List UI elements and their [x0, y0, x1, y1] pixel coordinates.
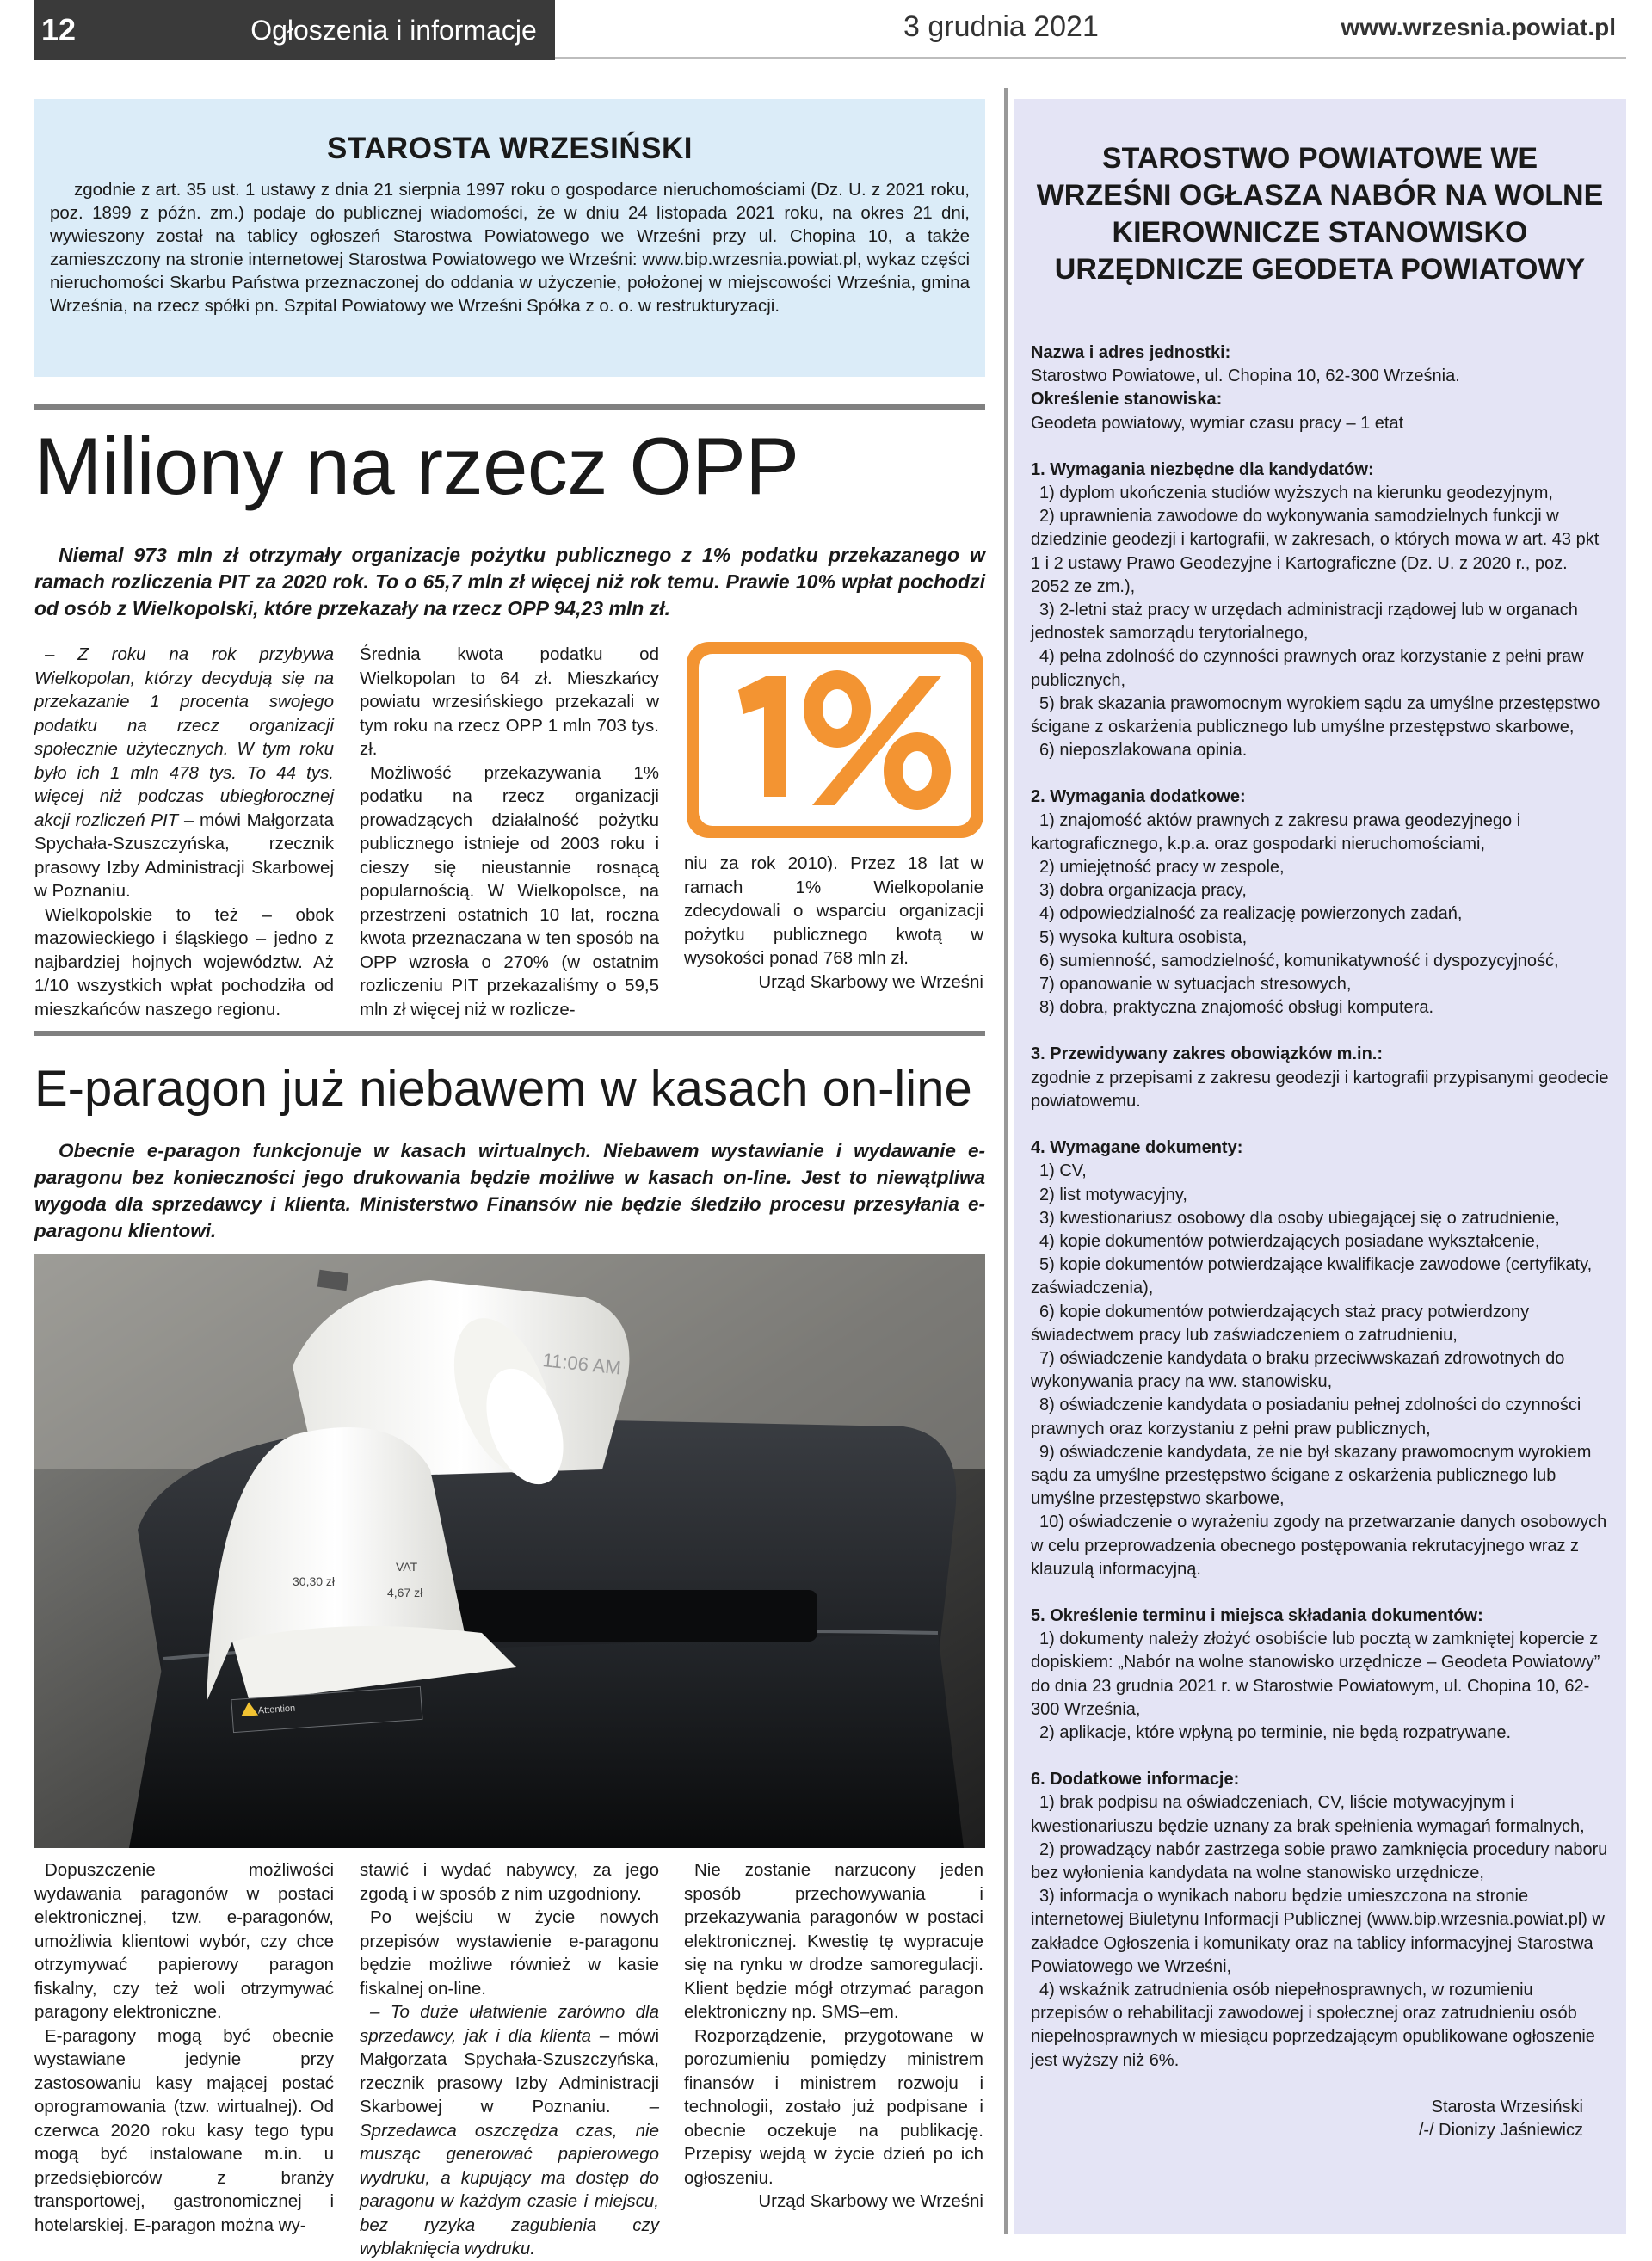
receipt-amount-1: 30,30 zł	[293, 1574, 336, 1588]
receipt-warning-label: Attention	[257, 1703, 296, 1716]
ad-list-item: 7) opanowanie w sytuacjach stresowych,	[1039, 975, 1352, 995]
job-advertisement	[1014, 99, 1626, 2234]
ad-list-item: 3) dobra organizacja pracy,	[1039, 881, 1247, 901]
ad-list-item: 6) sumienność, samodzielność, komunikatywność i dyspozycyjność,	[1039, 951, 1559, 970]
article2-headline: E-paragon już niebawem w kasach on-line	[34, 1061, 972, 1117]
notice-text: zgodnie z art. 35 ust. 1 ustawy z dnia 21 sierpnia 1997 roku o gospodarce nieruchomościami (Dz. U. z 2021 roku, poz. 1899 z późn. zm.) podaje do publicznej wiadomości, że w dniu 24 listopada 2021 roku, na okres 21 dni, wywieszony został na tablicy ogłoszeń Starostwa Powiatowego we Wrześni przy ul. Chopina 10, a także zamieszczony na stronie internetowej Starostwa Powiatowego we Wrześni: www.bip.wrzesnia.powiat.pl, wykaz części nieruchomości Skarbu Państwa przeznaczonej do oddania w użyczenie, położonej w miejscowości Września, gmina Września, na rzecz spółki pn. Szpital Powiatowy we Wrześni Spółka z o. o. w restrukturyzacji.	[50, 180, 970, 316]
ad-list-item: 1) dokumenty należy złożyć osobiście lub pocztą w zamkniętej kopercie z dopiskiem: „Nabór na wolne stanowisko urzędnicze – Geodeta Powiatowy” do dnia 23 grudnia 2021 r. w Starostwie Powiatowym, ul. Chopina 10, 62-300 Września,	[1031, 1630, 1600, 1719]
ad-list-item: 3) informacja o wynikach naboru będzie umieszczona na stronie internetowej Biuletynu Informacji Publicznej (www.bip.wrzesnia.powiat.pl) w zakładce Ogłoszenia i komunikaty oraz na tablicy informacyjnej Starostwa Powiatowego we Wrześni,	[1031, 1887, 1605, 1976]
ad-section-title: 6. Dodatkowe informacje:	[1031, 1770, 1240, 1790]
ad-list-item: 8) dobra, praktyczna znajomość obsługi komputera.	[1039, 998, 1434, 1018]
article2-signature: Urząd Skarbowy we Wrześni	[758, 2191, 983, 2211]
ad-unit-value: Starostwo Powiatowe, ul. Chopina 10, 62-300 Września.	[1031, 367, 1460, 386]
ad-section-title: 3. Przewidywany zakres obowiązków m.in.:	[1031, 1044, 1384, 1064]
ad-section-text: zgodnie z przepisami z zakresu geodezji i kartografii przypisanymi geodecie powiatowemu.	[1031, 1068, 1609, 1111]
ad-list-item: 1) brak podpisu na oświadczeniach, CV, liście motywacyjnym i kwestionariuszu będzie uznany za brak spełnienia wymagań formalnych,	[1031, 1793, 1585, 1836]
article1-paragraph: niu za rok 2010). Przez 18 lat w ramach 1% Wielkopolanie zdecydowali o wsparciu organizacji pożytku publicznego kwotą w wysokości ponad 768 mln zł.	[684, 853, 983, 968]
ad-list-item: 6) kopie dokumentów potwierdzających staż pracy potwierdzony świadectwem pracy lub zaświadczeniem o zatrudnieniu,	[1031, 1302, 1530, 1345]
article1-signature: Urząd Skarbowy we Wrześni	[758, 971, 983, 992]
ad-title: STAROSTWO POWIATOWE WE WRZEŚNI OGŁASZA NABÓR NA WOLNE KIEROWNICZE STANOWISKO URZĘDNICZE GEODETA POWIATOWY	[1036, 142, 1604, 286]
article1-quote-attribution: mówi Małgorzata Spychała-Szuszczyńska, rzecznik prasowy Izby Administracji Skarbowej w Poznaniu.	[34, 810, 335, 901]
ad-section-title: 1. Wymagania niezbędne dla kandydatów:	[1031, 459, 1374, 479]
article2-paragraph: stawić i wydać nabywcy, za jego zgodą i w sposób z nim uzgodniony.	[360, 1860, 659, 1904]
ad-position-value: Geodeta powiatowy, wymiar czasu pracy – 1 etat	[1031, 413, 1404, 433]
notice-title: STAROSTA WRZESIŃSKI	[327, 132, 693, 165]
ad-list-item: 6) nieposzlakowana opinia.	[1039, 741, 1248, 761]
ad-list-item: 2) prowadzący nabór zastrzega sobie prawo zamknięcia procedury naboru bez wyłonienia kandydata na wolne stanowisko urzędnicze,	[1031, 1839, 1608, 1882]
ad-list-item: 1) znajomość aktów prawnych z zakresu prawa geodezyjnego i kartograficznego, k.p.a. oraz gospodarki nieruchomościami,	[1031, 810, 1521, 853]
ad-unit-label: Nazwa i adres jednostki:	[1031, 343, 1231, 362]
starosta-notice	[34, 99, 985, 377]
ad-list-item: 4) wskaźnik zatrudnienia osób niepełnosprawnych, w rozumieniu przepisów o rehabilitacji zawodowej i społecznej oraz zatrudnieniu osób niepełnosprawnych w miesiącu poprzedzającym opublikowane ogłoszenie jest wyższy niż 6%.	[1031, 1981, 1595, 2070]
ad-section-title: 2. Wymagania dodatkowe:	[1031, 787, 1246, 807]
ad-list-item: 1) dyplom ukończenia studiów wyższych na kierunku geodezyjnym,	[1039, 484, 1553, 503]
article2-quote: – To duże ułatwienie zarówno dla sprzedawcy, jak i dla klienta –	[360, 2002, 659, 2046]
receipt-amount-2: 4,67 zł	[387, 1586, 423, 1599]
ad-position-label: Określenie stanowiska:	[1031, 390, 1223, 410]
section-title: Ogłoszenia i informacje	[232, 0, 555, 60]
ad-list-item: 5) kopie dokumentów potwierdzające kwalifikacje zawodowe (certyfikaty, zaświadczenia),	[1031, 1255, 1593, 1298]
article1-paragraph: Możliwość przekazywania 1% podatku na rzecz organizacji prowadzących działalność pożytku publicznego istnieje od 2003 roku i cieszy się nieustannie rosnącą popularnością. W Wielkopolsce, na przestrzeni ostatnich 10 lat, roczna kwota przeznaczana w ten sposób na OPP wzrosła o 270% (w ostatnim rozliczeniu PIT przekazaliśmy o 59,5 mln zł więcej niż w rozlicze-	[360, 762, 659, 1020]
article2-paragraph: Rozporządzenie, przygotowane w porozumieniu pomiędzy ministrem finansów i ministrem rozwoju i technologii, zostało już podpisane i obecnie oczekuje na publikację. Przepisy wejdą w życie dzień po ich ogłoszeniu.	[684, 2025, 983, 2188]
article2-col2	[360, 1858, 659, 2261]
receipt-printer-photo	[34, 1254, 985, 1848]
issue-date: 3 grudnia 2021	[903, 10, 1099, 43]
ad-list-item: 2) uprawnienia zawodowe do wykonywania samodzielnych funkcji w dziedzinie geodezji i kartografii, w zakresach, o których mowa w art. 43 pkt 1 i 2 ustawy Prawo Geodezyjne i Kartograficzne (Dz. U. z 2020 r., poz. 2052 ze zm.),	[1031, 507, 1600, 596]
ad-list-item: 2) aplikacje, które wpłyną po terminie, nie będą rozpatrywane.	[1039, 1722, 1512, 1742]
ad-list-item: 4) kopie dokumentów potwierdzających posiadane wykształcenie,	[1039, 1231, 1540, 1251]
article1-headline: Miliony na rzecz OPP	[34, 421, 799, 511]
ad-signature-title: Starosta Wrzesiński	[1431, 2097, 1583, 2116]
ad-list-item: 5) wysoka kultura osobista,	[1039, 927, 1248, 947]
article2-quote-continued: – Sprzedawca oszczędza czas, nie musząc generować papierowego wydruku, a kupujący ma dostęp do paragonu w każdym czasie i miejscu, bez ryzyka zagubienia czy wyblaknięcia wydruku.	[360, 2097, 659, 2258]
article2-paragraph: E-paragony mogą być obecnie wystawiane jedynie przy zastosowaniu kasy mającej postać oprogramowania (tzw. wirtualnej). Od czerwca 2020 roku kasy tego typu mogą być instalowane m.in. u przedsiębiorców z branży transportowej, gastronomicznej i hotelarskiej. E-paragon można wy-	[34, 2025, 334, 2235]
article2-paragraph: Nie zostanie narzucony jeden sposób przechowywania i przekazywania paragonów w postaci elektronicznej. Kwestię tę wypracuje się na rynku w drodze samoregulacji. Klient będzie mógł otrzymać paragon elektroniczny np. SMS–em.	[684, 1860, 983, 2022]
ad-list-item: 4) odpowiedzialność za realizację powierzonych zadań,	[1039, 904, 1463, 924]
ad-list-item: 1) CV,	[1039, 1161, 1087, 1181]
ad-list-item: 3) 2-letni staż pracy w urzędach administracji rządowej lub w organach jednostek samorządu terytorialnego,	[1031, 601, 1578, 644]
ad-list-item: 4) pełna zdolność do czynności prawnych oraz korzystanie z pełni praw publicznych,	[1031, 647, 1584, 690]
page-header	[34, 0, 1626, 60]
ad-list-item: 7) oświadczenie kandydata o braku przeciwwskazań zdrowotnych do wykonywania pracy na ww. stanowisku,	[1031, 1348, 1565, 1392]
article1-col1	[34, 643, 334, 1021]
section-rule	[34, 404, 985, 410]
section-rule	[34, 1031, 985, 1036]
article2-lead: Obecnie e-paragon funkcjonuje w kasach wirtualnych. Niebawem wystawianie i wydawanie e-paragonu bez konieczności jego drukowania będzie możliwe w kasach on-line. Jest to niewątpliwa wygoda dla sprzedawcy i klienta. Ministerstwo Finansów nie będzie śledziło procesu przesyłania e-paragonu klientowi.	[34, 1140, 985, 1241]
article1-col3	[684, 852, 983, 994]
receipt-time: 11:06 AM	[541, 1349, 622, 1379]
article2-quote-attribution: mówi Małgorzata Spychała-Szuszczyńska, rzecznik prasowy Izby Administracji Skarbowej w Poznaniu.	[360, 2025, 659, 2116]
ad-list-item: 8) oświadczenie kandydata o posiadaniu pełnej zdolności do czynności prawnych oraz korzystaniu z pełni praw publicznych,	[1031, 1395, 1581, 1439]
one-percent-logo	[687, 642, 983, 838]
ad-section-title: 5. Określenie terminu i miejsca składania dokumentów:	[1031, 1605, 1483, 1625]
article2-paragraph: Dopuszczenie możliwości wydawania paragonów w postaci elektronicznej, tzw. e-paragonów, umożliwia klientowi wybór, czy chce otrzymywać papierowy paragon fiskalny, czy też woli otrzymywać paragony elektroniczne.	[34, 1860, 334, 2022]
page-number: 12	[34, 0, 232, 60]
receipt-vat: VAT	[396, 1560, 418, 1574]
article1-paragraph: Wielkopolskie to też – obok mazowieckiego i śląskiego – jedno z najbardziej hojnych województw. Aż 1/10 wszystkich wpłat pochodziła od mieszkańców naszego regionu.	[34, 904, 334, 1020]
receipt-printer-image	[34, 1254, 985, 1848]
site-url: www.wrzesnia.powiat.pl	[1341, 14, 1616, 40]
one-percent-icon	[687, 642, 983, 838]
article2-col3	[684, 1858, 983, 2214]
column-divider	[1004, 88, 1008, 2234]
ad-list-item: 9) oświadczenie kandydata, że nie był skazany prawomocnym wyrokiem sądu za umyślne przestępstwo ścigane z oskarżenia publicznego lub umyślne przestępstwo skarbowe,	[1031, 1442, 1592, 1509]
ad-list-item: 2) list motywacyjny,	[1039, 1185, 1187, 1204]
ad-list-item: 3) kwestionariusz osobowy dla osoby ubiegającej się o zatrudnienie,	[1039, 1208, 1560, 1228]
article2-col1	[34, 1858, 334, 2237]
ad-signature-name: /-/ Dionizy Jaśniewicz	[1418, 2121, 1583, 2141]
article1-lead: Niemal 973 mln zł otrzymały organizacje pożytku publicznego z 1% podatku przekazanego w ramach rozliczenia PIT za 2020 rok. To o 65,7 mln zł więcej niż rok temu. Prawie 10% wpłat pochodzi od osób z Wielkopolski, które przekazały na rzecz OPP 94,23 mln zł.	[34, 544, 985, 619]
ad-list-item: 2) umiejętność pracy w zespole,	[1039, 858, 1285, 878]
header-rule	[555, 57, 1626, 59]
ad-signature	[1031, 2096, 1609, 2142]
ad-list-item: 5) brak skazania prawomocnym wyrokiem sądu za umyślne przestępstwo ścigane z oskarżenia publicznego lub umyślne przestępstwo skarbowe,	[1031, 693, 1600, 737]
article1-col2	[360, 643, 659, 1021]
ad-list-item: 10) oświadczenie o wyrażeniu zgody na przetwarzanie danych osobowych w celu przeprowadzenia obecnego postępowania rekrutacyjnego wraz z klauzulą informacyjną.	[1031, 1512, 1607, 1579]
article1-quote: – Z roku na rok przybywa Wielkopolan, którzy decydują się na przekazanie 1 procenta swojego podatku na rzecz organizacji społecznie użytecznych. W tym roku było ich 1 mln 478 tys. To 44 tys. więcej niż podczas ubiegłorocznej akcji rozliczeń PIT –	[34, 644, 334, 830]
article1-paragraph: Średnia kwota podatku od Wielkopolan to 64 zł. Mieszkańcy powiatu wrzesińskiego przekazali w tym roku na rzecz OPP 1 mln 703 tys. zł.	[360, 644, 659, 759]
ad-section-title: 4. Wymagane dokumenty:	[1031, 1138, 1243, 1158]
ad-body	[1031, 342, 1609, 2142]
article2-paragraph: Po wejściu w życie nowych przepisów wystawienie e-paragonu będzie możliwe również w kasie fiskalnej on-line.	[360, 1907, 659, 1999]
